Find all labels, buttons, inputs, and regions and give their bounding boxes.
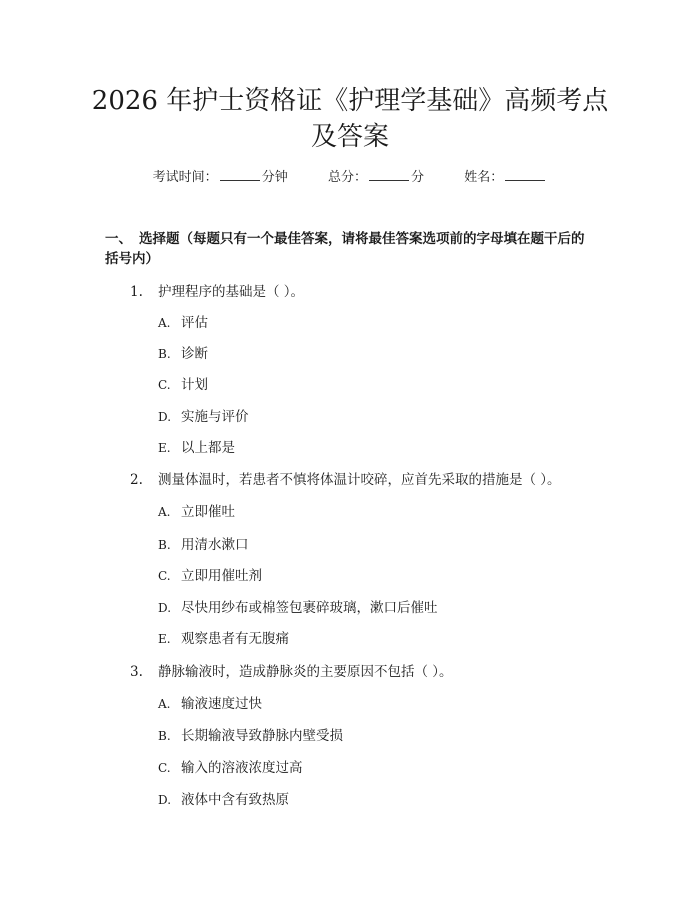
option-letter: B. <box>158 347 171 361</box>
option-letter: C. <box>158 378 171 392</box>
exam-info <box>0 167 700 188</box>
option-text: 长期输液导致静脉内壁受损 <box>181 728 343 744</box>
option-text: 用清水漱口 <box>181 537 249 553</box>
option-letter: B. <box>158 729 171 743</box>
option-letter: B. <box>158 538 171 552</box>
option-text: 立即催吐 <box>181 504 235 520</box>
option-text: 液体中含有致热原 <box>181 792 289 808</box>
section-heading-line2: 括号内） <box>105 251 159 267</box>
exam-time-unit: 分钟 <box>261 170 288 185</box>
option-text: 以上都是 <box>181 440 235 456</box>
section-number: 一、 <box>105 231 132 247</box>
option-letter: A. <box>158 505 171 519</box>
option-letter: E. <box>158 632 171 646</box>
option-text: 实施与评价 <box>181 409 249 425</box>
exam-time-blank <box>220 167 260 181</box>
option-text: 观察患者有无腹痛 <box>181 631 289 647</box>
option-text: 输液速度过快 <box>181 696 262 712</box>
question-number: 2. <box>130 472 143 488</box>
option-letter: A. <box>158 316 171 330</box>
option-text: 输入的溶液浓度过高 <box>181 760 303 776</box>
page-title-continued: 及答案 <box>310 122 389 152</box>
option-letter: D. <box>158 793 172 807</box>
name-label: 姓名： <box>464 170 504 185</box>
option-letter: E. <box>158 441 171 455</box>
option-letter: C. <box>158 761 171 775</box>
question-text: 测量体温时，若患者不慎将体温计咬碎，应首先采取的措施是（ ）。 <box>158 472 561 488</box>
question-number: 1. <box>130 284 143 300</box>
section-heading <box>105 229 605 269</box>
total-score-blank <box>369 167 409 181</box>
total-score-unit: 分 <box>411 170 425 185</box>
option-text: 计划 <box>181 377 208 393</box>
exam-time-label: 考试时间： <box>152 170 218 185</box>
total-score-label: 总分： <box>327 170 367 185</box>
option-text: 评估 <box>181 315 208 331</box>
question-text: 护理程序的基础是（ ）。 <box>158 284 305 300</box>
option-letter: A. <box>158 697 171 711</box>
name-blank <box>505 167 545 181</box>
option-text: 尽快用纱布或棉签包裹碎玻璃，漱口后催吐 <box>181 600 438 616</box>
option-text: 诊断 <box>181 346 208 362</box>
question-number: 3. <box>130 664 143 680</box>
section-heading-line1: 选择题（每题只有一个最佳答案，请将最佳答案选项前的字母填在题干后的 <box>139 231 585 247</box>
option-text: 立即用催吐剂 <box>181 568 262 584</box>
question-text: 静脉输液时，造成静脉炎的主要原因不包括（ ）。 <box>158 664 453 680</box>
option-letter: D. <box>158 410 172 424</box>
page-title: 2026 年护士资格证《护理学基础》高频考点 <box>91 86 609 116</box>
option-letter: C. <box>158 569 171 583</box>
option-letter: D. <box>158 601 172 615</box>
